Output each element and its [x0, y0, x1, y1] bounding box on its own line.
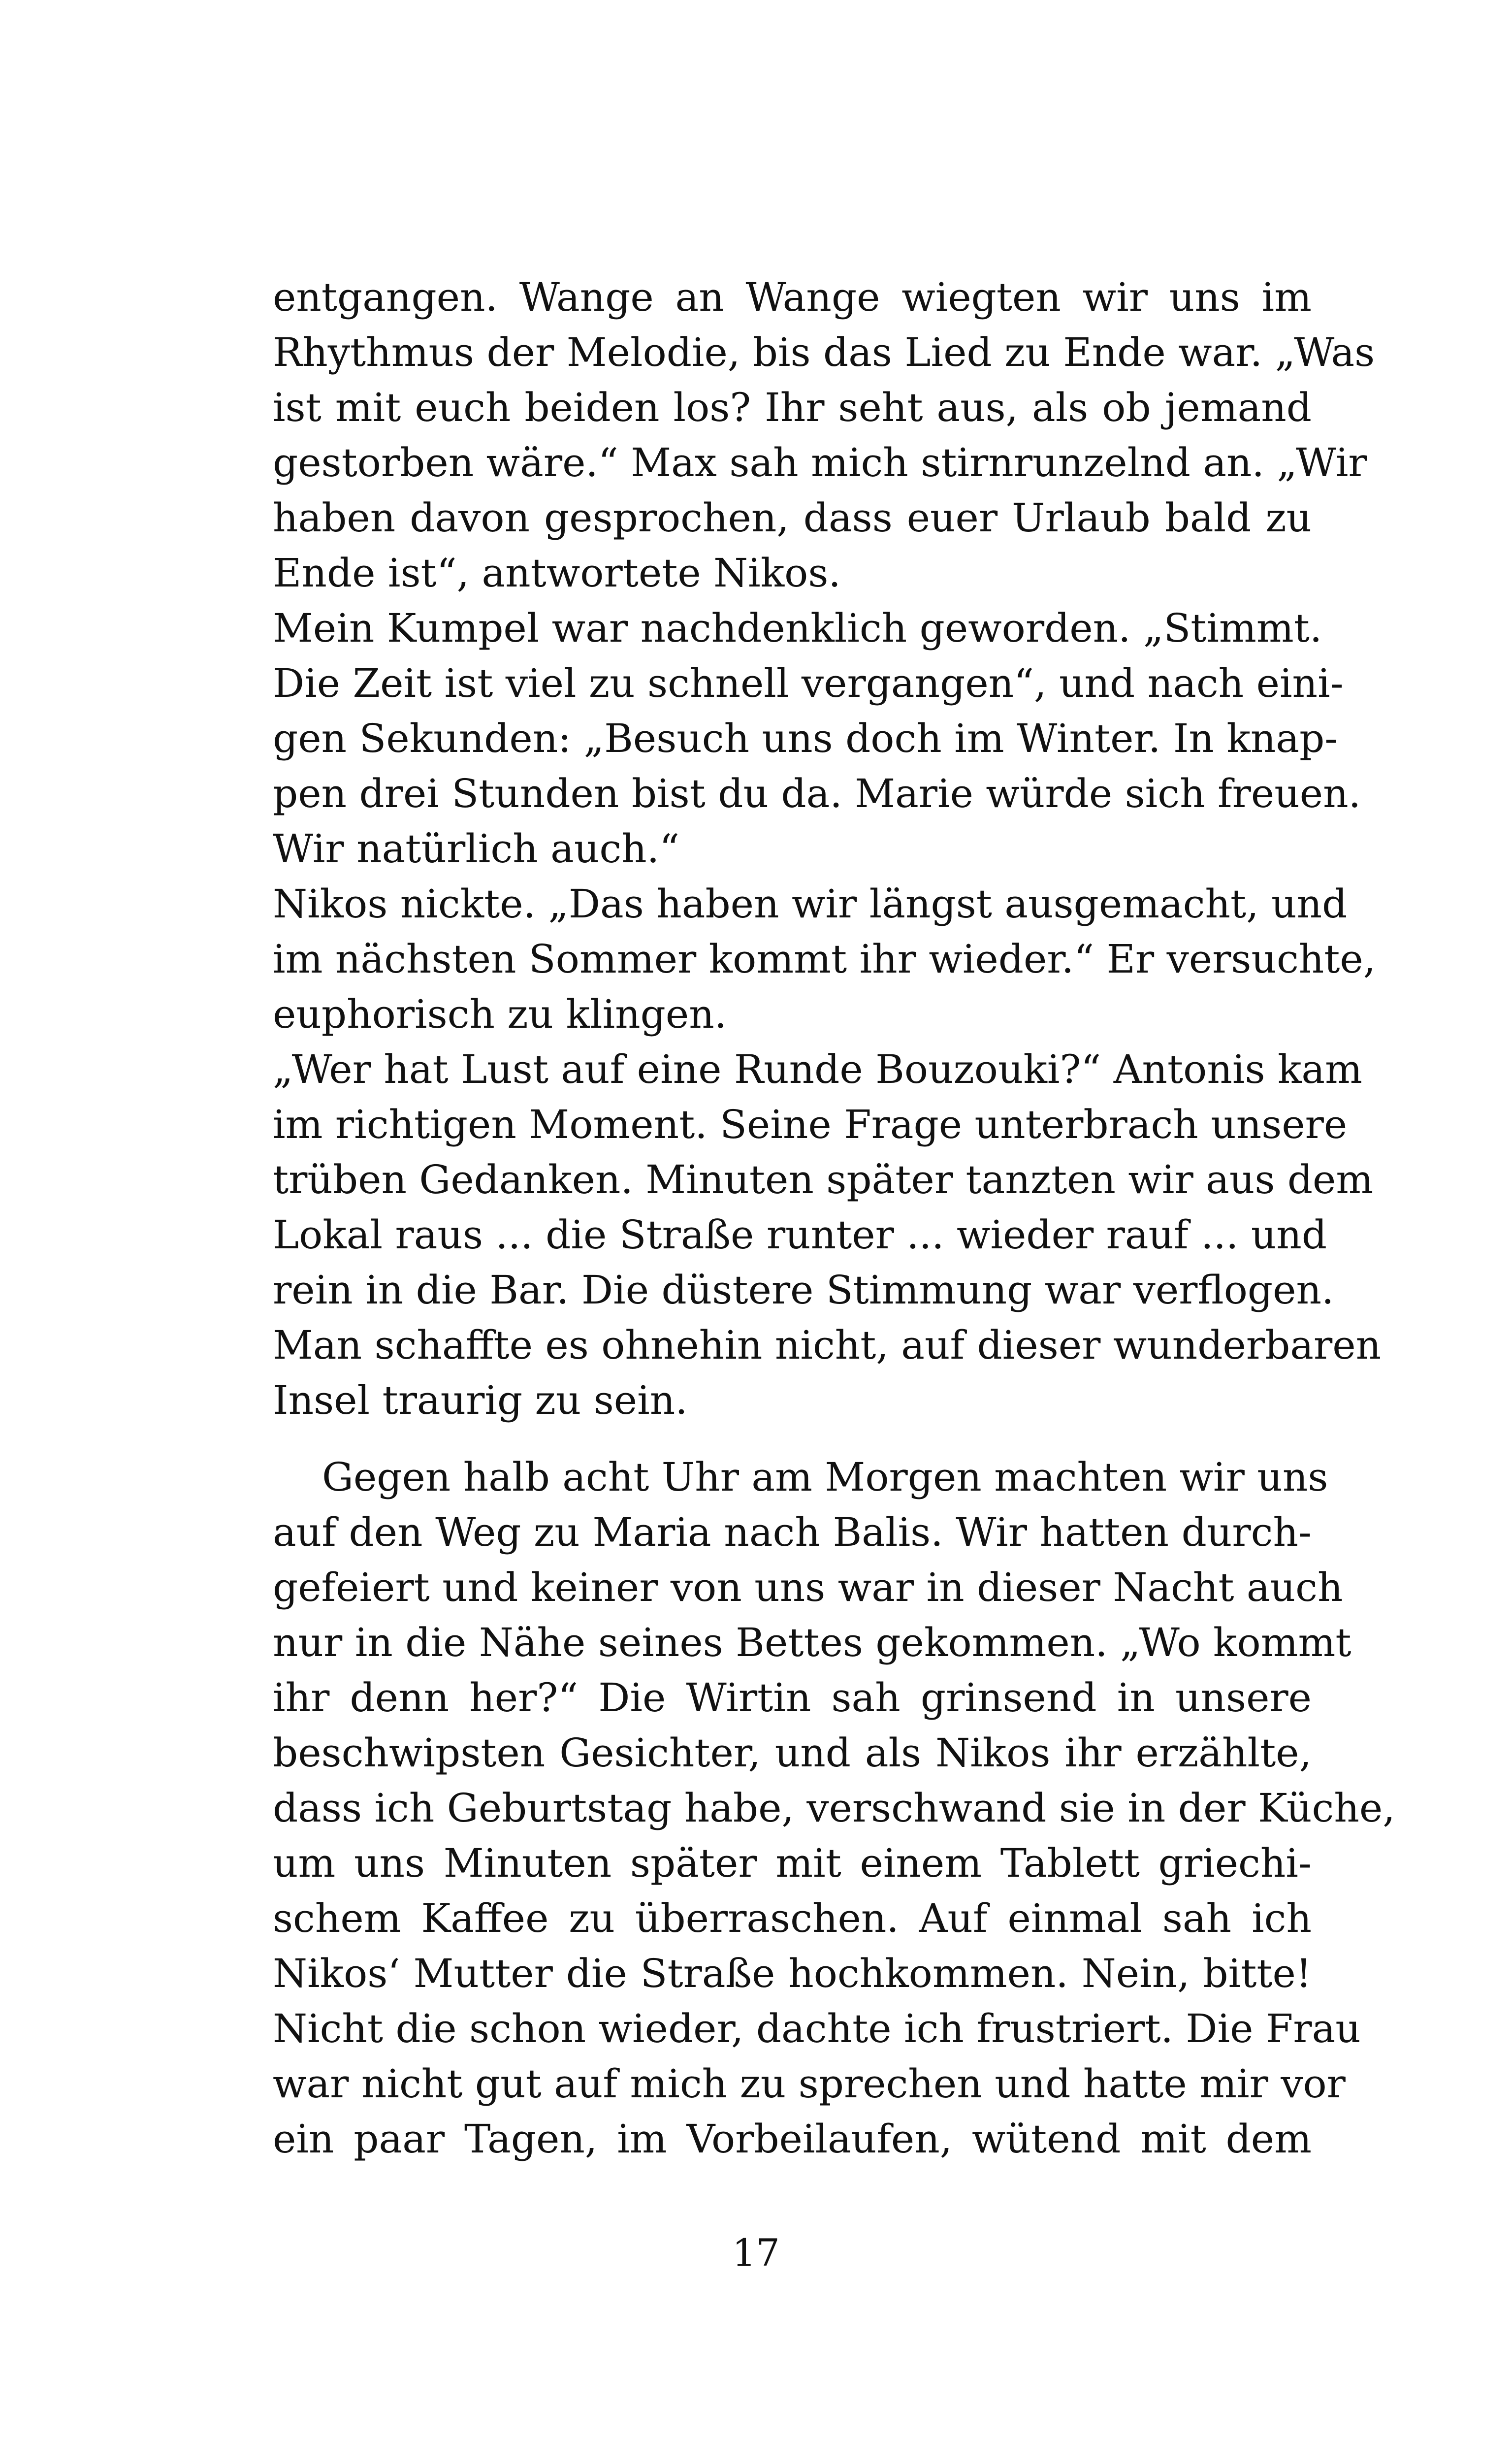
- text-line: entgangen. Wange an Wange wiegten wir uns im: [273, 274, 1312, 320]
- text-line: im nächsten Sommer kommt ihr wieder.“ Er versuchte,: [273, 936, 1376, 982]
- text-line: schem Kaffee zu überraschen. Auf einmal sah ich: [273, 1895, 1312, 1941]
- text-line: Gegen halb acht Uhr am Morgen machten wir uns: [322, 1454, 1328, 1500]
- text-line: Insel traurig zu sein.: [273, 1377, 688, 1423]
- text-line: rein in die Bar. Die düstere Stimmung war verflogen.: [273, 1267, 1334, 1313]
- paragraph: [273, 877, 1376, 1042]
- text-line: auf den Weg zu Maria nach Balis. Wir hatten durch-: [273, 1509, 1312, 1555]
- paragraph: [273, 1450, 1395, 2167]
- text-line: Nikos nickte. „Das haben wir längst ausgemacht, und: [273, 881, 1348, 927]
- text-line: Lokal raus ... die Straße runter ... wieder rauf ... und: [273, 1212, 1327, 1258]
- text-line: pen drei Stunden bist du da. Marie würde sich freuen.: [273, 771, 1361, 816]
- text-line: „Wer hat Lust auf eine Runde Bouzouki?“ Antonis kam: [273, 1046, 1362, 1092]
- text-line: Die Zeit ist viel zu schnell vergangen“, und nach eini-: [273, 660, 1344, 706]
- text-line: ein paar Tagen, im Vorbeilaufen, wütend mit dem: [273, 2116, 1312, 2162]
- text-line: im richtigen Moment. Seine Frage unterbrach unsere: [273, 1102, 1348, 1147]
- text-line: Mein Kumpel war nachdenklich geworden. „Stimmt.: [273, 605, 1322, 651]
- paragraph: [273, 601, 1361, 877]
- paragraph: [273, 270, 1375, 601]
- paragraph: [273, 1042, 1382, 1428]
- text-line: Man schaffte es ohnehin nicht, auf dieser wunderbaren: [273, 1322, 1382, 1368]
- text-line: nur in die Nähe seines Bettes gekommen. „Wo kommt: [273, 1620, 1351, 1665]
- text-line: gen Sekunden: „Besuch uns doch im Winter. In knap-: [273, 716, 1338, 761]
- body-text: [273, 270, 1395, 2167]
- text-line: Nikos‘ Mutter die Straße hochkommen. Nein, bitte!: [273, 1951, 1312, 1996]
- text-line: ihr denn her?“ Die Wirtin sah grinsend in unsere: [273, 1675, 1312, 1721]
- text-line: ist mit euch beiden los? Ihr seht aus, als ob jemand: [273, 385, 1312, 430]
- text-line: dass ich Geburtstag habe, verschwand sie in der Küche,: [273, 1785, 1395, 1831]
- text-line: Rhythmus der Melodie, bis das Lied zu Ende war. „Was: [273, 329, 1375, 375]
- page-number: 17: [732, 2231, 780, 2275]
- text-line: beschwipsten Gesichter, und als Nikos ihr erzählte,: [273, 1730, 1312, 1776]
- text-line: Nicht die schon wieder, dachte ich frustriert. Die Frau: [273, 2006, 1361, 2052]
- text-line: trüben Gedanken. Minuten später tanzten wir aus dem: [273, 1157, 1374, 1203]
- section-break: [273, 1428, 1312, 1450]
- text-line: Ende ist“, antwortete Nikos.: [273, 550, 841, 596]
- text-line: um uns Minuten später mit einem Tablett griechi-: [273, 1840, 1312, 1886]
- text-line: haben davon gesprochen, dass euer Urlaub bald zu: [273, 495, 1312, 541]
- text-line: gefeiert und keiner von uns war in dieser Nacht auch: [273, 1564, 1343, 1610]
- text-line: war nicht gut auf mich zu sprechen und hatte mir vor: [273, 2061, 1346, 2107]
- text-line: gestorben wäre.“ Max sah mich stirnrunzelnd an. „Wir: [273, 440, 1367, 486]
- text-line: euphorisch zu klingen.: [273, 991, 727, 1037]
- text-line: Wir natürlich auch.“: [273, 826, 680, 872]
